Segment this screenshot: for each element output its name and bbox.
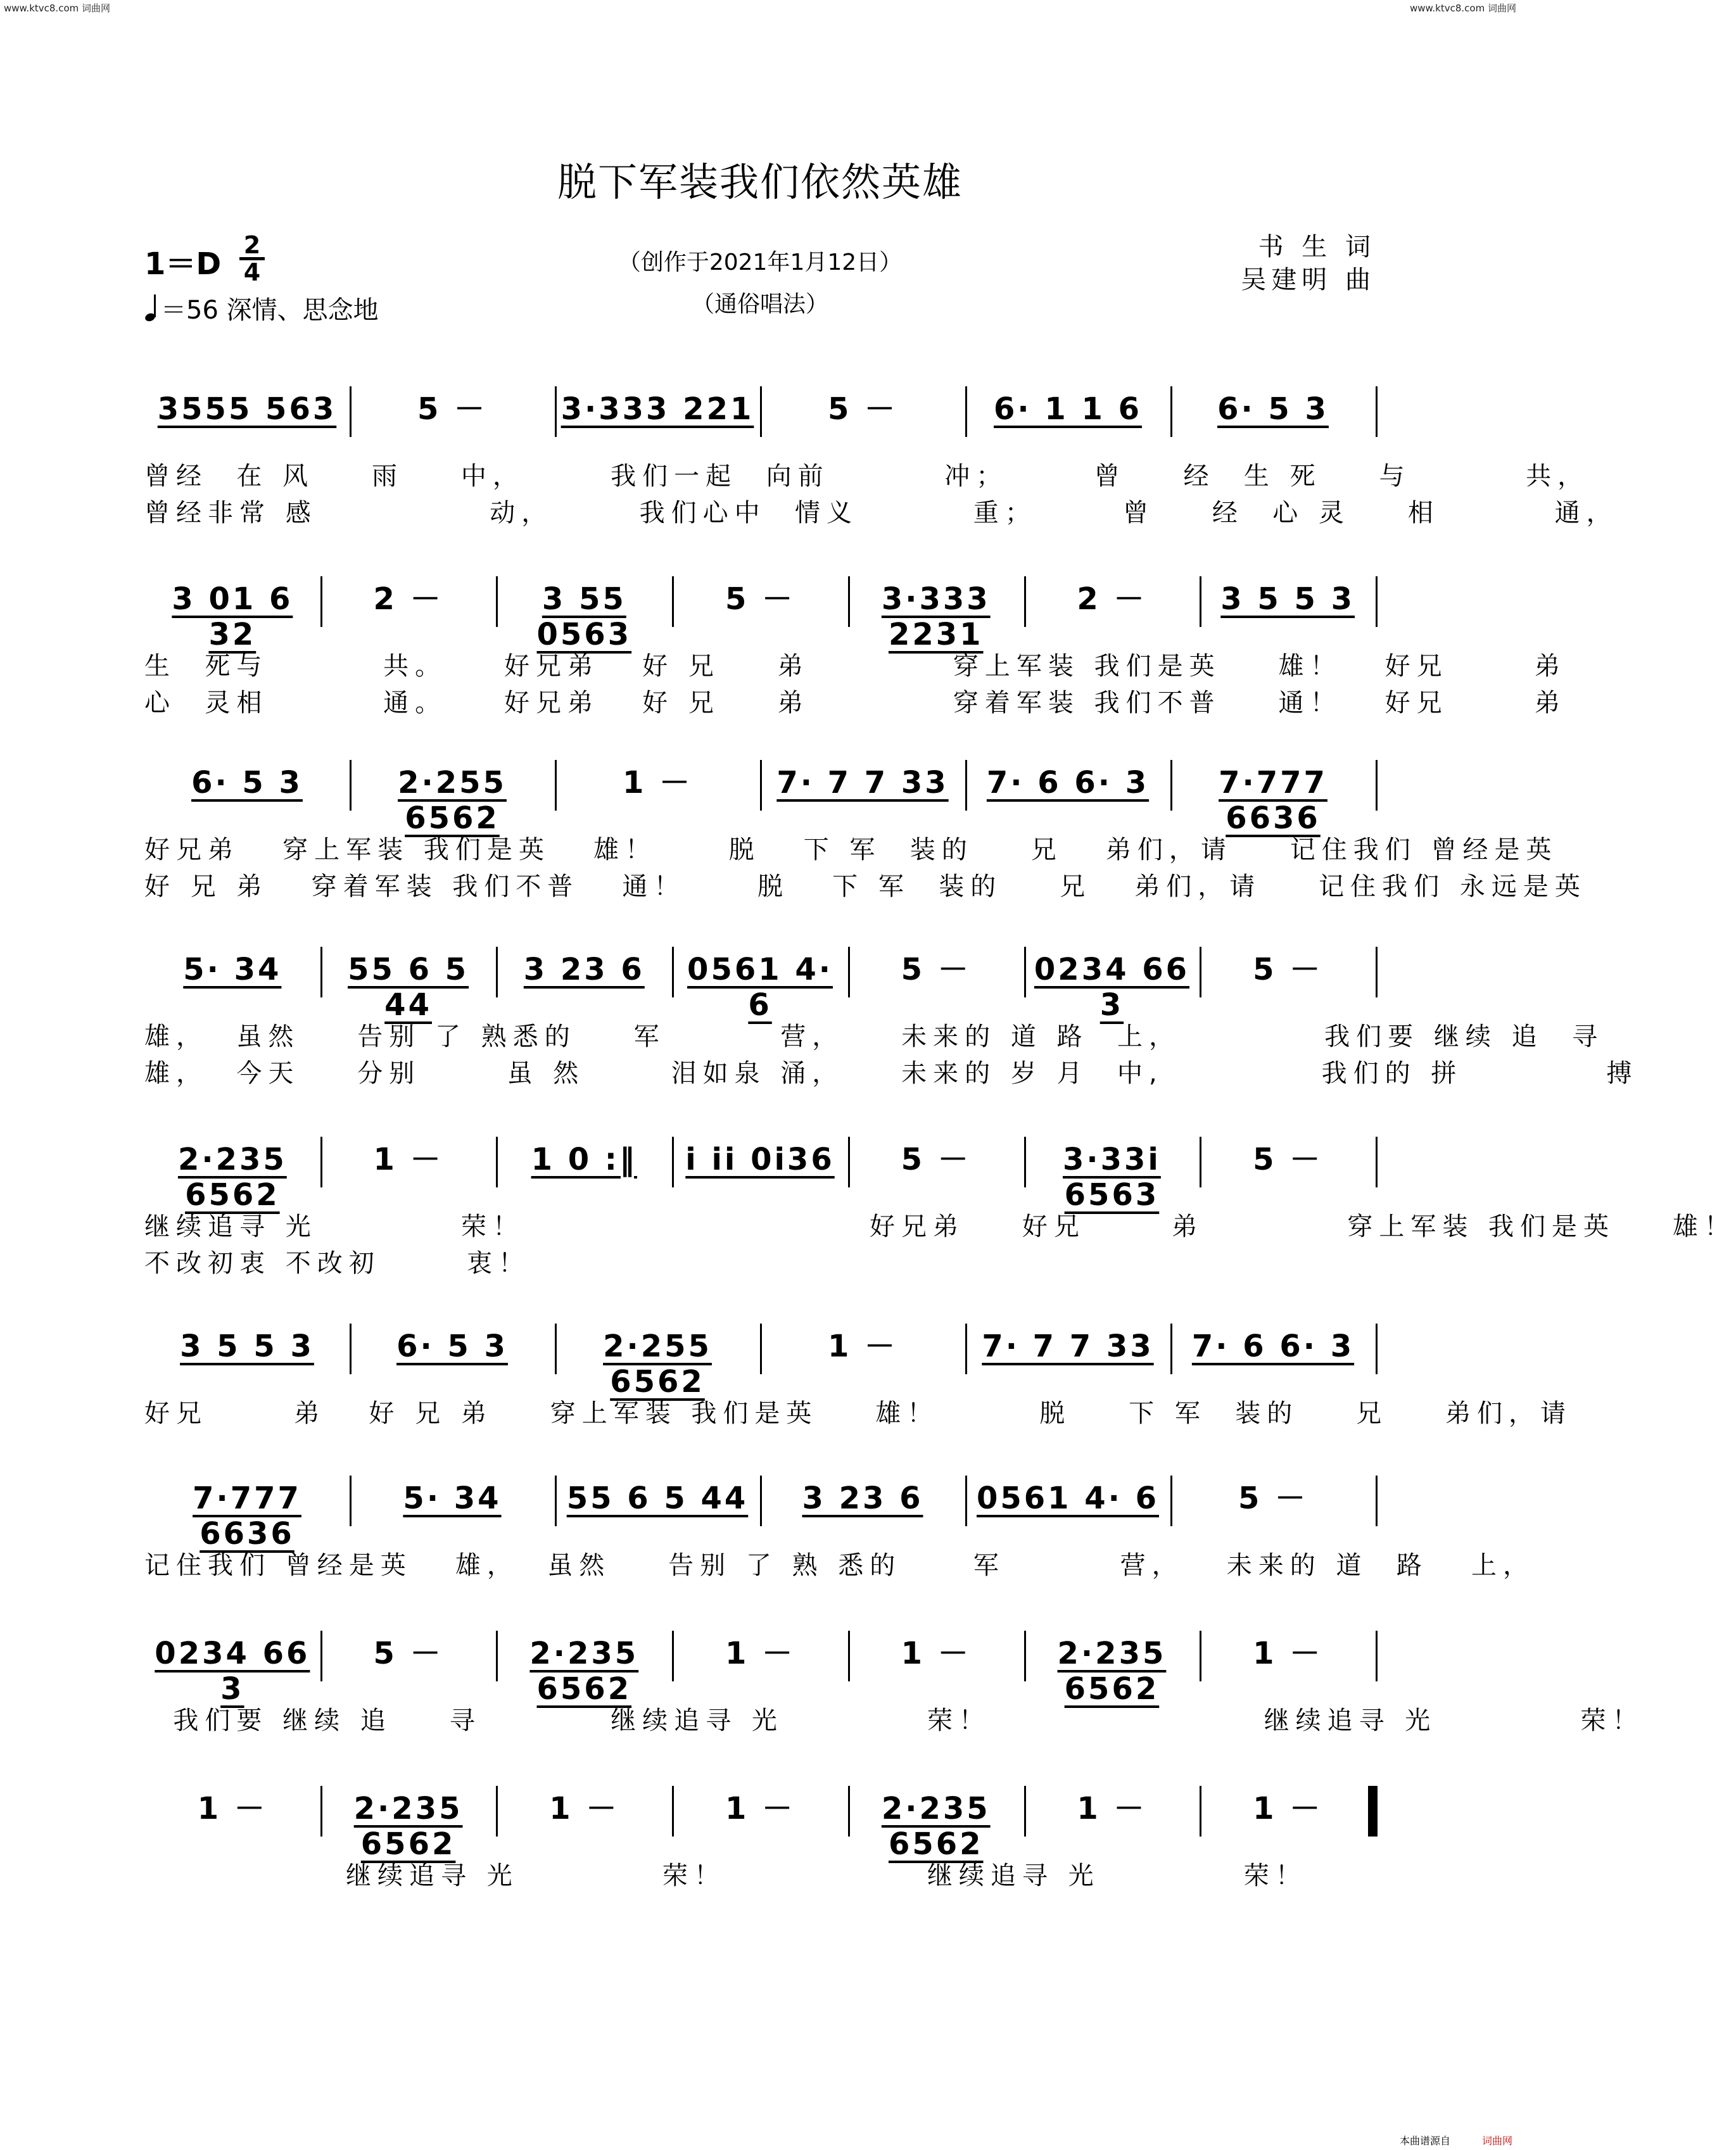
measure: 2·235 6562 — [529, 1636, 639, 1707]
measure: 1 － — [725, 1636, 795, 1671]
bar-line — [1024, 947, 1026, 997]
lyrics-verse-2: 雄， 今天 分别 虽 然 泪如泉 涌， 未来的 岁 月 中, 我们的 拼 搏 — [144, 1059, 1638, 1088]
measure: 1 － — [373, 1142, 443, 1177]
bar-line — [1376, 1324, 1378, 1374]
lyricist: 书 生 词 — [1258, 232, 1376, 262]
measure: 2 － — [1077, 581, 1147, 617]
lyrics-verse-1: 好兄 弟 好 兄 弟 穿上军装 我们是英 雄！ 脱 下 军 装的 兄 弟们，请 — [144, 1399, 1573, 1428]
measure: 7· 7 7 33 — [776, 765, 949, 800]
measure: 1 － — [1253, 1636, 1323, 1671]
measure: 0234 66 3 — [1034, 952, 1189, 1023]
bar-line — [1024, 576, 1026, 627]
bar-line — [1376, 1631, 1378, 1681]
measure: 1 － — [197, 1791, 267, 1826]
bar-line — [496, 576, 498, 627]
bar-line — [1200, 1137, 1201, 1187]
time-signature-bottom: 4 — [243, 258, 261, 286]
watermark-bottom-left: 本曲谱源自 — [1399, 2135, 1450, 2147]
lyrics-verse-1: 记住我们 曾经是英 雄， 虽然 告别 了 熟 悉的 军 营， 未来的 道 路 上， — [144, 1551, 1535, 1580]
measure: 0561 4· 6 — [976, 1481, 1160, 1516]
bar-line — [1200, 1631, 1201, 1681]
measure: 3 23 6 — [802, 1481, 923, 1516]
measure: 3·33i 6563 — [1063, 1142, 1161, 1213]
bar-line — [848, 576, 850, 627]
measure: 7·777 6636 — [1219, 765, 1327, 836]
measure: 1 － — [1077, 1791, 1147, 1826]
time-signature-top: 2 — [243, 231, 261, 259]
measure: 1 － — [901, 1636, 971, 1671]
lyrics-verse-1: 我们要 继续 追 寻 继续追寻 光 荣！ 继续追寻 光 荣！ — [144, 1706, 1644, 1735]
watermark-right: www.ktvc8.com 词曲网 — [1409, 3, 1516, 14]
bar-line — [1170, 386, 1172, 437]
bar-line — [350, 386, 352, 437]
bar-line — [350, 1324, 352, 1374]
measure: 1 － — [725, 1791, 795, 1826]
measure: 7· 6 6· 3 — [986, 765, 1150, 800]
bar-line — [848, 947, 850, 997]
song-title: 脱下军装我们依然英雄 — [557, 159, 963, 205]
bar-line — [965, 386, 967, 437]
measure: 6· 5 3 — [1217, 391, 1329, 427]
measure: 2·255 6562 — [603, 1329, 712, 1400]
bar-line — [1024, 1631, 1026, 1681]
measure: 1 0 :‖ — [531, 1142, 637, 1177]
bar-line — [1024, 1137, 1026, 1187]
bar-line — [320, 947, 322, 997]
bar-line — [496, 947, 498, 997]
bar-line — [965, 1476, 967, 1526]
measure: 3·333 2231 — [881, 581, 991, 652]
measure: 5· 34 — [403, 1481, 502, 1516]
subtitle: （创作于2021年1月12日） — [618, 250, 903, 275]
bar-line — [760, 386, 762, 437]
measure: 5 － — [1238, 1481, 1308, 1516]
measure: 2 － — [373, 581, 443, 617]
bar-line — [350, 760, 352, 811]
bar-line — [1376, 1137, 1378, 1187]
measure: 6· 5 3 — [191, 765, 303, 800]
measure: 6· 1 1 6 — [994, 391, 1142, 427]
measure: 1 － — [549, 1791, 619, 1826]
bar-line — [1376, 386, 1378, 437]
bar-line — [1200, 947, 1201, 997]
measure: 55 6 5 44 — [566, 1481, 749, 1516]
bar-line — [320, 1786, 322, 1837]
lyrics-verse-1: 继续追寻 光 荣！ 继续追寻 光 荣！ — [144, 1861, 1307, 1890]
lyrics-verse-2: 曾经非常 感 动， 我们心中 情义 重； 曾 经 心 灵 相 通， — [144, 498, 1618, 528]
bar-line — [1376, 1476, 1378, 1526]
bar-line — [496, 1631, 498, 1681]
measure: 2·235 6562 — [353, 1791, 463, 1862]
measure: 2·235 6562 — [1057, 1636, 1167, 1707]
key-signature: 1＝D — [144, 246, 222, 282]
watermark-bottom-right: 词曲网 — [1481, 2135, 1512, 2147]
lyrics-verse-1: 好兄弟 穿上军装 我们是英 雄！ 脱 下 军 装的 兄 弟们，请 记住我们 曾经是英 — [144, 835, 1558, 864]
bar-line — [1024, 1786, 1026, 1837]
bar-line — [965, 1324, 967, 1374]
bar-line — [672, 1137, 674, 1187]
watermark-left: www.ktvc8.com 词曲网 — [4, 3, 111, 14]
lyrics-verse-2: 心 灵相 通。 好兄弟 好 兄 弟 穿着军装 我们不普 通！ 好兄 弟 — [144, 688, 1566, 718]
bar-line — [1376, 576, 1378, 627]
bar-line — [848, 1631, 850, 1681]
lyrics-verse-1: 曾经 在 风 雨 中， 我们一起 向前 冲； 曾 经 生 死 与 共， — [144, 462, 1590, 491]
measure: 3·333 221 — [561, 391, 754, 427]
bar-line — [555, 1324, 557, 1374]
measure: 3555 563 — [157, 391, 337, 427]
lyrics-verse-2: 不改初衷 不改初 衷！ — [144, 1249, 531, 1278]
measure: 0561 4· 6 — [687, 952, 833, 1023]
measure: 6· 5 3 — [396, 1329, 508, 1364]
measure: 1 － — [1253, 1791, 1323, 1826]
bar-line — [965, 760, 967, 811]
tempo-text: ＝56 深情、思念地 — [161, 296, 379, 325]
measure: 5 － — [827, 391, 898, 427]
measure: 2·255 6562 — [398, 765, 507, 836]
bar-line — [672, 1786, 674, 1837]
measure: 5 － — [725, 581, 795, 617]
bar-line — [672, 947, 674, 997]
measure: 5 － — [901, 952, 971, 987]
bar-line — [760, 760, 762, 811]
measure: 3 23 6 — [523, 952, 645, 987]
final-bar-line — [1368, 1786, 1376, 1837]
measure: 5 － — [1253, 1142, 1323, 1177]
measure: 2·235 6562 — [881, 1791, 991, 1862]
lyrics-verse-2: 好 兄 弟 穿着军装 我们不普 通！ 脱 下 军 装的 兄 弟们，请 记住我们 永远是英 — [144, 872, 1587, 901]
measure: 3 5 5 3 — [1220, 581, 1355, 617]
bar-line — [1170, 1324, 1172, 1374]
bar-line — [760, 1476, 762, 1526]
bar-line — [320, 1137, 322, 1187]
measure: 0234 66 3 — [155, 1636, 310, 1707]
bar-line — [1376, 947, 1378, 997]
bar-line — [672, 1631, 674, 1681]
bar-line — [1376, 760, 1378, 811]
bar-line — [555, 1476, 557, 1526]
measure: 7· 7 7 33 — [982, 1329, 1154, 1364]
lyrics-verse-1: 雄， 虽然 告别 了 熟悉的 军 营， 未来的 道 路 上， 我们要 继续 追 寻 — [144, 1022, 1604, 1051]
bar-line — [1200, 1786, 1201, 1837]
lyrics-verse-1: 继续追寻 光 荣！ 好兄弟 好兄 弟 穿上军装 我们是英 雄！ — [144, 1212, 1736, 1241]
bar-line — [350, 1476, 352, 1526]
bar-line — [1200, 576, 1201, 627]
bar-line — [496, 1786, 498, 1837]
measure: 5 － — [373, 1636, 443, 1671]
singing-style: （通俗唱法） — [691, 291, 828, 317]
bar-line — [760, 1324, 762, 1374]
measure: 3 5 5 3 — [180, 1329, 314, 1364]
bar-line — [1170, 1476, 1172, 1526]
bar-line — [320, 1631, 322, 1681]
measure: i ii 0i36 — [685, 1142, 835, 1177]
measure: 7· 6 6· 3 — [1191, 1329, 1355, 1364]
lyrics-verse-1: 生 死与 共。 好兄弟 好 兄 弟 穿上军装 我们是英 雄！ 好兄 弟 — [144, 652, 1566, 681]
bar-line — [1170, 760, 1172, 811]
measure: 1 － — [827, 1329, 898, 1364]
bar-line — [1376, 1786, 1378, 1837]
measure: 7·777 6636 — [193, 1481, 301, 1552]
bar-line — [848, 1786, 850, 1837]
measure: 3 55 0563 — [536, 581, 632, 652]
measure: 5 － — [1253, 952, 1323, 987]
bar-line — [672, 576, 674, 627]
measure: 2·235 6562 — [177, 1142, 287, 1213]
measure: 5 － — [417, 391, 488, 427]
measure: 1 － — [622, 765, 693, 800]
bar-line — [848, 1137, 850, 1187]
bar-line — [496, 1137, 498, 1187]
measure: 5· 34 — [183, 952, 282, 987]
bar-line — [320, 576, 322, 627]
measure: 3 01 6 32 — [172, 581, 293, 652]
bar-line — [555, 386, 557, 437]
composer: 吴建明 曲 — [1241, 265, 1376, 294]
measure: 5 － — [901, 1142, 971, 1177]
bar-line — [555, 760, 557, 811]
measure: 55 6 5 44 — [348, 952, 469, 1023]
